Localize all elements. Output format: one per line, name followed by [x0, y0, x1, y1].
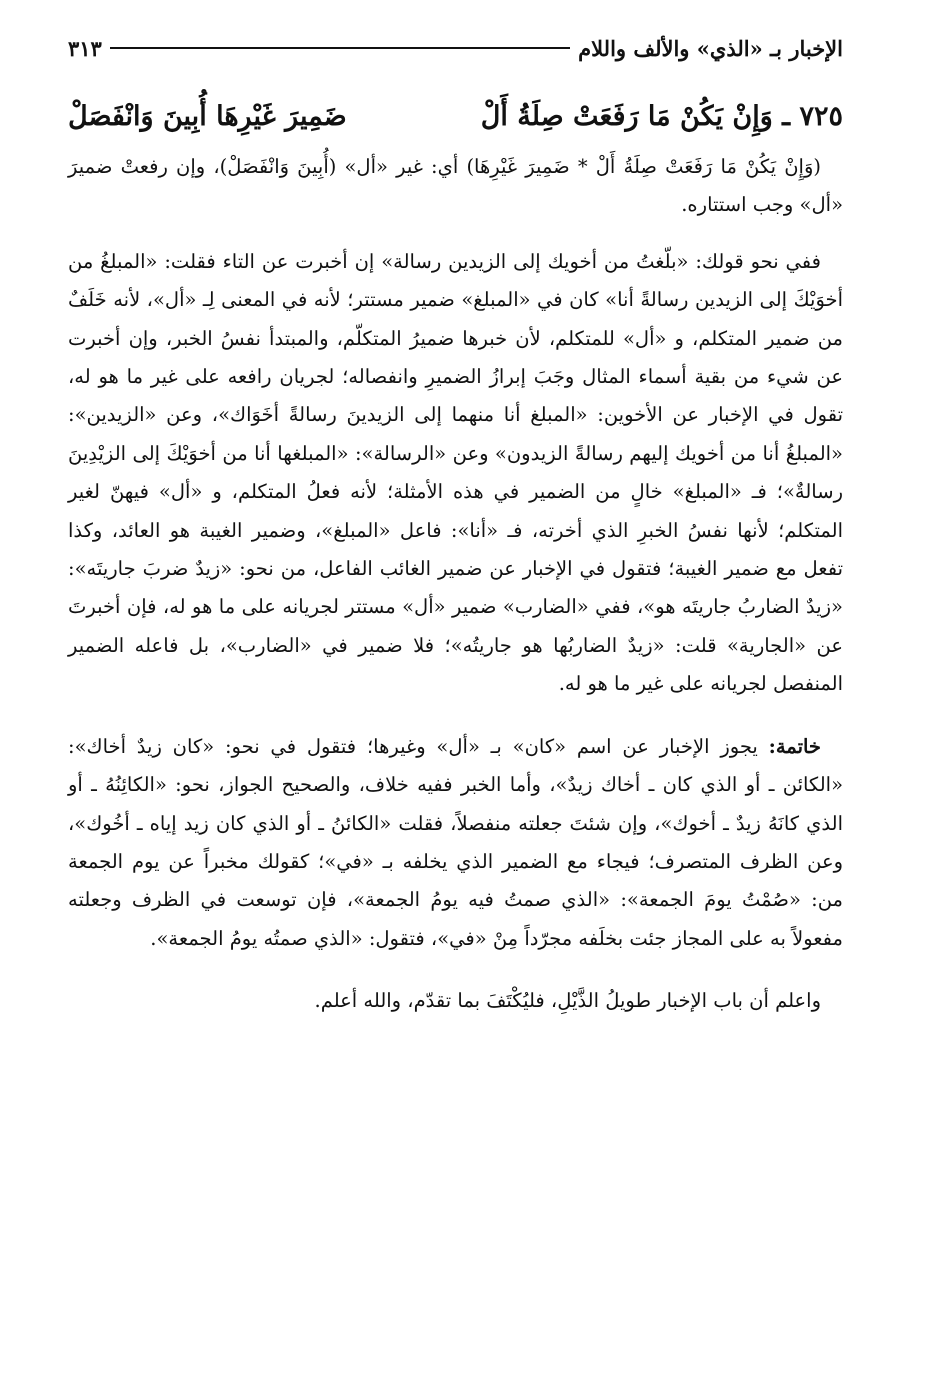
- body-text: [68, 148, 843, 1021]
- page-number: ٣١٣: [68, 35, 102, 61]
- verse-first-hemistich: وَإِنْ يَكُنْ مَا رَفَعَتْ صِلَةُ أَلْ: [480, 100, 773, 132]
- verse-first-hemistich-group: [481, 101, 843, 132]
- paragraph-gap: [68, 225, 843, 243]
- conclusion-text: يجوز الإخبار عن اسم «كان» بـ «أل» وغيرها؛ فتقول في نحو: «كان زيدٌ أخاك»: «الكائن ـ أو الذي كان ـ أخاك زيدٌ»، وأما الخبر ففيه خلاف، والصحيح الجواز، نحو: «الكائِنُهُ ـ أو الذي كانَهُ زيدٌ ـ أخوك»، وإن شئتَ جعلته منفصلاً، فقلت «الكائنُ ـ أو الذي كان زيد إياه ـ أخُوك»، وعن الظرف المتصرف؛ فيجاء مع الضمير الذي يخلفه بـ «في»؛ كقولك مخبراً عن يوم الجمعة من: «صُمْتُ يومَ الجمعة»: «الذي صمتُ فيه يومُ الجمعة»، فإن توسعت في الظرف وجعلته مفعولاً به على المجاز جئت بخلَفه مجرّداً مِنْ «في»، فتقول: «الذي صمتُه يومُ الجمعة».: [68, 734, 843, 950]
- paragraph-gap: [68, 704, 843, 728]
- paragraph-examples: ففي نحو قولك: «بلّغتُ من أخويك إلى الزيدين رسالة» إن أخبرت عن التاء فقلت: «المبلغُ من أخوَيْكَ إلى الزيدين رسالةً أنا» كان في «المبلغ» ضمير مستتر؛ لأنه في المعنى لِـ «أل»، لأنه خَلَفٌ من ضمير المتكلم، و «أل» للمتكلم، لأن خبرها ضميرُ المتكلّم، والمبتدأ نفسُ الخبر، وإن أخبرت عن شيء من بقية أسماء المثال وجَبَ إبرازُ الضميرِ وانفصاله؛ لجريان رافعه على غير ما هو له، تقول في الإخبار عن الأخوين: «المبلغ أنا منهما إلى الزيدينَ رسالةً أخَوَاك»، وعن «الزيدين»: «المبلغُ أنا من أخويك إليهم رسالةً الزيدون» وعن «الرسالة»: «المبلغها أنا من أخوَيْكَ إلى الزيْدِينَ رسالةٌ»؛ فـ «المبلغ» خالٍ من الضمير في هذه الأمثلة؛ لأنه فعلُ المتكلم، و «أل» فيهنّ لغير المتكلم؛ لأنها نفسُ الخبرِ الذي أخرته، فـ «أنا»: فاعل «المبلغ»، وضمير الغيبة هو العائد، وكذا تفعل مع ضمير الغيبة؛ فتقول في الإخبار عن ضمير الغائب الفاعل، من نحو: «زيدٌ ضربَ جاريتَه»: «زيدٌ الضاربُ جاريتَه هو»، ففي «الضارب» ضمير «أل» مستتر لجريانه على ما هو له، فإن أخبرتَ عن «الجارية» قلت: «زيدٌ الضاربُها هو جاريتُه»؛ فلا ضمير في «الضارب»، بل فاعله الضمير المنفصل لجريانه على غير ما هو له.: [68, 249, 843, 696]
- paragraph-conclusion: [68, 728, 843, 958]
- verse-number: ٧٢٥ ـ: [782, 100, 843, 132]
- conclusion-label: خاتمة:: [768, 734, 821, 758]
- paragraph-verse-commentary: (وَإِنْ يَكُنْ مَا رَفَعَتْ صِلَةُ أَلْ * ضَمِيرَ غَيْرِهَا) أي: غير «أل» (أُبِينَ وَانْفَصَلْ)، وإن رفعتْ ضميرَ «أل» وجب استتاره.: [68, 155, 843, 217]
- paragraph-gap: [68, 958, 843, 982]
- header-rule: [110, 47, 570, 49]
- verse-line: [68, 88, 843, 144]
- running-header: [68, 28, 843, 68]
- paragraph-closing: واعلم أن باب الإخبار طويلُ الذَّيْلِ، فليُكْتَفَ بما تقدّم، والله أعلم.: [314, 989, 821, 1013]
- header-title: الإخبار بـ «الذي» والألف واللام: [578, 35, 843, 61]
- verse-second-hemistich: ضَمِيرَ غَيْرِهَا أُبِينَ وَانْفَصَلْ: [68, 100, 347, 132]
